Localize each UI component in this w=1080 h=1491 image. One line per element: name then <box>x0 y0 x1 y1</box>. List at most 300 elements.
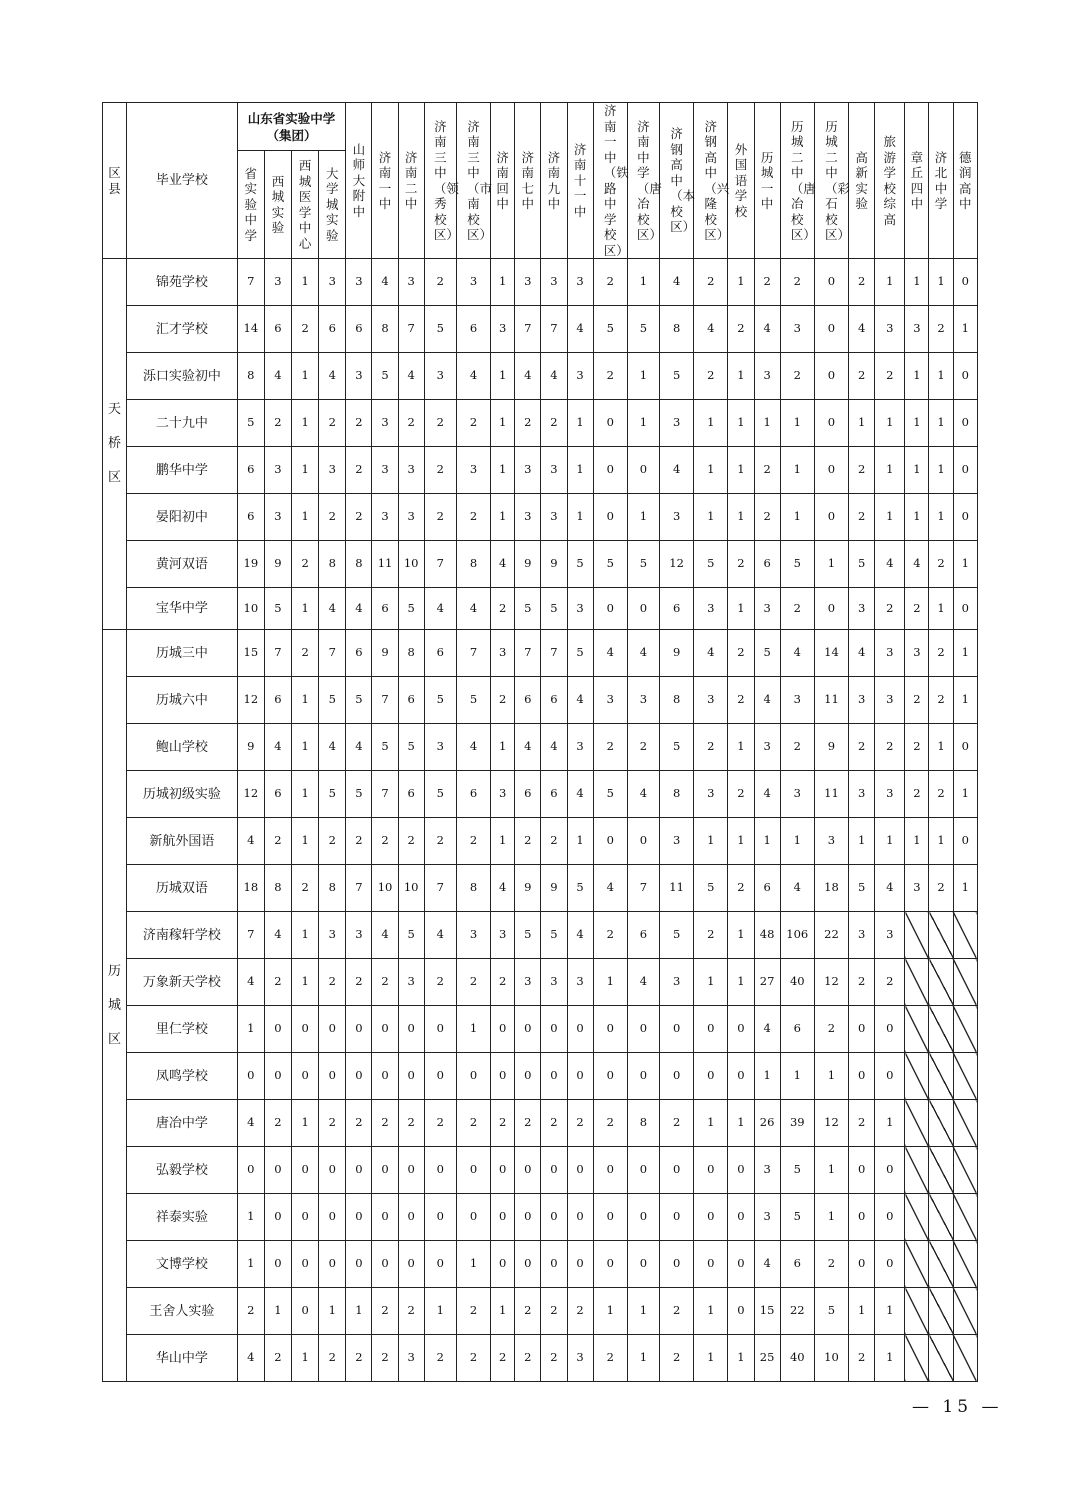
quota-cell: 4 <box>541 353 567 400</box>
quota-cell: 2 <box>398 818 424 865</box>
quota-cell: 0 <box>694 1147 728 1194</box>
quota-cell: 5 <box>660 724 694 771</box>
quota-cell: 2 <box>346 818 372 865</box>
quota-cell: 1 <box>491 259 515 306</box>
quota-cell: 5 <box>694 865 728 912</box>
quota-cell: 4 <box>372 912 398 959</box>
table-row <box>103 353 978 400</box>
column-header <box>398 103 424 259</box>
quota-cell: 0 <box>567 1006 593 1053</box>
quota-cell: 5 <box>264 588 291 630</box>
quota-cell: 2 <box>929 630 953 677</box>
quota-cell: 1 <box>728 447 754 494</box>
empty-slash-cell <box>929 1194 953 1241</box>
quota-cell: 3 <box>694 677 728 724</box>
quota-cell: 3 <box>814 818 848 865</box>
quota-cell: 2 <box>905 677 929 724</box>
table-row <box>103 400 978 447</box>
quota-cell: 5 <box>237 400 264 447</box>
quota-cell: 0 <box>319 1147 346 1194</box>
empty-slash-cell <box>953 959 977 1006</box>
column-header <box>953 103 977 259</box>
quota-cell: 0 <box>319 1006 346 1053</box>
quota-cell: 3 <box>905 306 929 353</box>
quota-cell: 1 <box>346 1288 372 1335</box>
quota-cell: 7 <box>237 912 264 959</box>
quota-cell: 4 <box>627 959 659 1006</box>
column-header <box>849 103 875 259</box>
quota-cell: 7 <box>346 865 372 912</box>
quota-cell: 1 <box>491 447 515 494</box>
quota-cell: 1 <box>875 1100 905 1147</box>
quota-cell: 0 <box>953 259 977 306</box>
quota-cell: 2 <box>728 541 754 588</box>
quota-cell: 1 <box>694 959 728 1006</box>
quota-cell: 0 <box>424 1006 456 1053</box>
quota-cell: 2 <box>780 259 814 306</box>
quota-cell: 1 <box>694 1288 728 1335</box>
column-header-label: 外国语学校 <box>734 141 748 219</box>
quota-cell: 1 <box>728 400 754 447</box>
quota-cell: 3 <box>660 818 694 865</box>
empty-slash-cell <box>953 912 977 959</box>
quota-cell: 0 <box>456 1147 490 1194</box>
column-header-label: 旅游学校综高 <box>883 134 897 227</box>
quota-cell: 1 <box>814 541 848 588</box>
quota-cell: 5 <box>780 541 814 588</box>
empty-slash-cell <box>953 1241 977 1288</box>
quota-cell: 1 <box>905 447 929 494</box>
quota-cell: 1 <box>929 494 953 541</box>
quota-cell: 2 <box>567 1100 593 1147</box>
quota-cell: 6 <box>346 306 372 353</box>
quota-cell: 2 <box>372 1335 398 1382</box>
quota-cell: 0 <box>953 353 977 400</box>
quota-cell: 3 <box>372 400 398 447</box>
quota-cell: 1 <box>627 400 659 447</box>
school-name: 泺口实验初中 <box>127 353 238 400</box>
quota-cell: 3 <box>491 771 515 818</box>
quota-cell: 1 <box>292 771 319 818</box>
quota-cell: 4 <box>515 724 541 771</box>
quota-cell: 3 <box>424 353 456 400</box>
quota-cell: 0 <box>372 1053 398 1100</box>
quota-cell: 3 <box>398 494 424 541</box>
quota-cell: 7 <box>372 771 398 818</box>
quota-cell: 3 <box>346 259 372 306</box>
table-row <box>103 724 978 771</box>
column-header <box>424 103 459 259</box>
quota-cell: 4 <box>237 1335 264 1382</box>
quota-cell: 1 <box>237 1241 264 1288</box>
quota-cell: 5 <box>660 353 694 400</box>
quota-cell: 6 <box>237 447 264 494</box>
quota-cell: 1 <box>875 818 905 865</box>
quota-cell: 2 <box>849 1100 875 1147</box>
quota-cell: 3 <box>754 353 780 400</box>
quota-cell: 1 <box>491 400 515 447</box>
quota-cell: 0 <box>593 1194 627 1241</box>
quota-cell: 5 <box>814 1288 848 1335</box>
quota-cell: 2 <box>456 1100 490 1147</box>
quota-cell: 40 <box>780 959 814 1006</box>
quota-cell: 1 <box>849 818 875 865</box>
quota-cell: 1 <box>953 677 977 724</box>
quota-cell: 7 <box>515 306 541 353</box>
table-row <box>103 494 978 541</box>
quota-cell: 1 <box>728 1335 754 1382</box>
quota-cell: 2 <box>292 541 319 588</box>
quota-cell: 2 <box>814 1006 848 1053</box>
quota-cell: 1 <box>953 865 977 912</box>
column-header-label: 历城一中 <box>760 149 774 211</box>
quota-cell: 0 <box>694 1194 728 1241</box>
quota-cell: 0 <box>424 1147 456 1194</box>
quota-cell: 3 <box>491 630 515 677</box>
quota-cell: 4 <box>346 588 372 630</box>
quota-cell: 1 <box>292 259 319 306</box>
empty-slash-cell <box>929 959 953 1006</box>
quota-cell: 2 <box>541 818 567 865</box>
quota-cell: 0 <box>627 1241 659 1288</box>
quota-cell: 0 <box>814 447 848 494</box>
empty-slash-cell <box>929 1006 953 1053</box>
quota-cell: 10 <box>398 865 424 912</box>
quota-cell: 0 <box>264 1194 291 1241</box>
quota-cell: 5 <box>319 677 346 724</box>
quota-cell: 2 <box>849 494 875 541</box>
quota-cell: 5 <box>660 912 694 959</box>
quota-cell: 0 <box>593 1053 627 1100</box>
quota-cell: 2 <box>541 400 567 447</box>
quota-cell: 4 <box>456 724 490 771</box>
quota-cell: 0 <box>660 1006 694 1053</box>
quota-cell: 0 <box>264 1241 291 1288</box>
quota-cell: 1 <box>593 959 627 1006</box>
quota-cell: 1 <box>929 353 953 400</box>
quota-cell: 4 <box>237 818 264 865</box>
column-header <box>754 103 780 259</box>
quota-cell: 2 <box>728 677 754 724</box>
quota-cell: 3 <box>456 912 490 959</box>
quota-cell: 0 <box>319 1194 346 1241</box>
quota-cell: 0 <box>346 1194 372 1241</box>
quota-cell: 6 <box>456 771 490 818</box>
quota-cell: 5 <box>849 865 875 912</box>
quota-cell: 0 <box>728 1147 754 1194</box>
empty-slash-cell <box>929 1288 953 1335</box>
quota-cell: 1 <box>728 818 754 865</box>
quota-cell: 0 <box>264 1147 291 1194</box>
quota-cell: 0 <box>849 1241 875 1288</box>
quota-cell: 2 <box>849 1335 875 1382</box>
quota-cell: 3 <box>780 306 814 353</box>
quota-cell: 12 <box>237 771 264 818</box>
quota-cell: 6 <box>754 865 780 912</box>
quota-cell: 6 <box>372 588 398 630</box>
quota-cell: 1 <box>875 447 905 494</box>
quota-cell: 11 <box>372 541 398 588</box>
quota-cell: 0 <box>292 1241 319 1288</box>
quota-cell: 5 <box>515 588 541 630</box>
quota-cell: 0 <box>372 1194 398 1241</box>
quota-cell: 2 <box>849 447 875 494</box>
quota-cell: 3 <box>541 447 567 494</box>
quota-cell: 0 <box>875 1194 905 1241</box>
quota-cell: 0 <box>567 1147 593 1194</box>
quota-cell: 6 <box>398 677 424 724</box>
quota-cell: 2 <box>264 1335 291 1382</box>
column-header-label: 济南一中（铁路中学校区） <box>603 103 629 258</box>
quota-cell: 3 <box>346 353 372 400</box>
empty-slash-cell <box>905 1194 929 1241</box>
quota-cell: 1 <box>694 447 728 494</box>
quota-cell: 1 <box>292 1335 319 1382</box>
quota-cell: 25 <box>754 1335 780 1382</box>
quota-cell: 3 <box>660 400 694 447</box>
quota-cell: 4 <box>424 588 456 630</box>
quota-cell: 4 <box>627 630 659 677</box>
quota-cell: 4 <box>849 306 875 353</box>
quota-cell: 4 <box>237 1100 264 1147</box>
quota-cell: 2 <box>237 1288 264 1335</box>
quota-cell: 0 <box>814 306 848 353</box>
district-column-header: 区县 <box>103 103 127 259</box>
quota-cell: 0 <box>398 1147 424 1194</box>
quota-cell: 1 <box>567 400 593 447</box>
quota-cell: 9 <box>515 865 541 912</box>
quota-cell: 2 <box>424 818 456 865</box>
quota-cell: 2 <box>319 959 346 1006</box>
quota-cell: 2 <box>424 447 456 494</box>
school-name: 里仁学校 <box>127 1006 238 1053</box>
school-column-header: 毕业学校 <box>127 103 238 259</box>
column-header <box>905 103 929 259</box>
quota-cell: 1 <box>953 630 977 677</box>
quota-cell: 2 <box>593 912 627 959</box>
empty-slash-cell <box>929 912 953 959</box>
school-name: 历城双语 <box>127 865 238 912</box>
quota-cell: 3 <box>780 771 814 818</box>
quota-cell: 4 <box>398 353 424 400</box>
quota-cell: 1 <box>292 959 319 1006</box>
quota-cell: 5 <box>346 677 372 724</box>
quota-cell: 0 <box>728 1241 754 1288</box>
quota-cell: 5 <box>694 541 728 588</box>
quota-cell: 3 <box>875 630 905 677</box>
quota-cell: 2 <box>541 1288 567 1335</box>
column-header <box>491 103 515 259</box>
quota-cell: 8 <box>264 865 291 912</box>
quota-cell: 1 <box>728 912 754 959</box>
quota-cell: 7 <box>264 630 291 677</box>
empty-slash-cell <box>905 1053 929 1100</box>
column-header <box>929 103 953 259</box>
column-header-label: 济南十一中 <box>573 141 587 219</box>
quota-cell: 0 <box>953 447 977 494</box>
quota-cell: 0 <box>237 1053 264 1100</box>
quota-cell: 2 <box>593 1100 627 1147</box>
group-column-header: 山东省实验中学 （集团） <box>237 103 346 151</box>
quota-cell: 0 <box>264 1006 291 1053</box>
quota-cell: 1 <box>780 400 814 447</box>
quota-cell: 2 <box>593 259 627 306</box>
quota-cell: 6 <box>515 677 541 724</box>
quota-cell: 5 <box>319 771 346 818</box>
quota-cell: 1 <box>491 353 515 400</box>
quota-cell: 2 <box>875 959 905 1006</box>
school-name: 凤鸣学校 <box>127 1053 238 1100</box>
quota-cell: 2 <box>728 306 754 353</box>
quota-cell: 5 <box>567 630 593 677</box>
quota-cell: 2 <box>754 259 780 306</box>
quota-cell: 5 <box>398 724 424 771</box>
quota-cell: 0 <box>541 1147 567 1194</box>
quota-cell: 6 <box>627 912 659 959</box>
quota-cell: 0 <box>627 447 659 494</box>
quota-cell: 0 <box>694 1241 728 1288</box>
page-number: — 15 — <box>912 1397 1003 1417</box>
quota-cell: 2 <box>292 630 319 677</box>
quota-cell: 3 <box>567 259 593 306</box>
quota-cell: 4 <box>780 865 814 912</box>
quota-cell: 0 <box>424 1053 456 1100</box>
quota-cell: 2 <box>424 400 456 447</box>
quota-cell: 6 <box>660 588 694 630</box>
quota-cell: 4 <box>264 353 291 400</box>
quota-cell: 14 <box>814 630 848 677</box>
quota-cell: 4 <box>567 771 593 818</box>
quota-cell: 2 <box>627 724 659 771</box>
quota-cell: 6 <box>237 494 264 541</box>
quota-cell: 0 <box>541 1053 567 1100</box>
quota-cell: 2 <box>515 1335 541 1382</box>
school-name: 唐冶中学 <box>127 1100 238 1147</box>
empty-slash-cell <box>953 1194 977 1241</box>
quota-cell: 0 <box>515 1147 541 1194</box>
quota-cell: 0 <box>346 1147 372 1194</box>
quota-cell: 10 <box>398 541 424 588</box>
quota-cell: 1 <box>953 771 977 818</box>
column-header <box>292 151 319 259</box>
school-name: 二十九中 <box>127 400 238 447</box>
quota-cell: 10 <box>372 865 398 912</box>
quota-cell: 0 <box>515 1053 541 1100</box>
quota-cell: 2 <box>292 865 319 912</box>
quota-cell: 1 <box>567 818 593 865</box>
school-name: 王舍人实验 <box>127 1288 238 1335</box>
quota-cell: 1 <box>292 400 319 447</box>
quota-cell: 2 <box>372 959 398 1006</box>
quota-cell: 7 <box>541 630 567 677</box>
quota-cell: 2 <box>491 1100 515 1147</box>
quota-cell: 3 <box>541 494 567 541</box>
admission-quota-table <box>102 102 978 1382</box>
quota-cell: 0 <box>694 1006 728 1053</box>
quota-cell: 0 <box>515 1241 541 1288</box>
quota-cell: 0 <box>875 1147 905 1194</box>
quota-cell: 0 <box>593 588 627 630</box>
empty-slash-cell <box>953 1147 977 1194</box>
table-row <box>103 447 978 494</box>
quota-cell: 0 <box>875 1053 905 1100</box>
quota-cell: 4 <box>319 588 346 630</box>
quota-cell: 0 <box>627 1194 659 1241</box>
quota-cell: 0 <box>491 1006 515 1053</box>
quota-cell: 2 <box>754 447 780 494</box>
quota-cell: 1 <box>694 1335 728 1382</box>
quota-cell: 3 <box>875 912 905 959</box>
quota-cell: 1 <box>292 353 319 400</box>
quota-cell: 0 <box>456 1053 490 1100</box>
quota-cell: 2 <box>398 1100 424 1147</box>
quota-cell: 14 <box>237 306 264 353</box>
column-header <box>346 103 372 259</box>
quota-cell: 11 <box>660 865 694 912</box>
quota-cell: 2 <box>319 818 346 865</box>
quota-cell: 9 <box>814 724 848 771</box>
table-row <box>103 1100 978 1147</box>
quota-cell: 39 <box>780 1100 814 1147</box>
quota-cell: 3 <box>754 1194 780 1241</box>
quota-cell: 6 <box>780 1241 814 1288</box>
school-name: 历城六中 <box>127 677 238 724</box>
quota-cell: 106 <box>780 912 814 959</box>
quota-cell: 3 <box>515 959 541 1006</box>
quota-cell: 0 <box>814 494 848 541</box>
quota-cell: 6 <box>398 771 424 818</box>
quota-cell: 6 <box>456 306 490 353</box>
quota-cell: 2 <box>372 1288 398 1335</box>
quota-cell: 7 <box>541 306 567 353</box>
table-row <box>103 818 978 865</box>
school-name: 黄河双语 <box>127 541 238 588</box>
quota-cell: 3 <box>660 494 694 541</box>
column-header <box>319 151 346 259</box>
column-header <box>264 151 291 259</box>
quota-cell: 10 <box>814 1335 848 1382</box>
quota-cell: 1 <box>694 494 728 541</box>
empty-slash-cell <box>953 1100 977 1147</box>
quota-cell: 2 <box>292 306 319 353</box>
quota-cell: 1 <box>875 1335 905 1382</box>
quota-cell: 2 <box>694 912 728 959</box>
quota-cell: 2 <box>456 400 490 447</box>
column-header-label: 历城二中（唐冶校区） <box>790 118 816 242</box>
quota-cell: 0 <box>593 494 627 541</box>
school-name: 万象新天学校 <box>127 959 238 1006</box>
quota-cell: 0 <box>372 1006 398 1053</box>
column-header-label: 济南二中 <box>404 149 418 211</box>
quota-cell: 3 <box>491 306 515 353</box>
column-header <box>372 103 398 259</box>
quota-cell: 1 <box>728 1100 754 1147</box>
quota-cell: 2 <box>515 1288 541 1335</box>
quota-cell: 2 <box>456 818 490 865</box>
quota-cell: 2 <box>491 588 515 630</box>
quota-cell: 8 <box>319 541 346 588</box>
quota-cell: 0 <box>398 1053 424 1100</box>
quota-cell: 5 <box>346 771 372 818</box>
quota-cell: 5 <box>593 541 627 588</box>
district-cell <box>103 259 127 630</box>
quota-cell: 1 <box>728 724 754 771</box>
quota-cell: 1 <box>491 1288 515 1335</box>
quota-cell: 0 <box>849 1147 875 1194</box>
quota-cell: 3 <box>567 353 593 400</box>
quota-cell: 2 <box>849 959 875 1006</box>
quota-cell: 7 <box>424 541 456 588</box>
